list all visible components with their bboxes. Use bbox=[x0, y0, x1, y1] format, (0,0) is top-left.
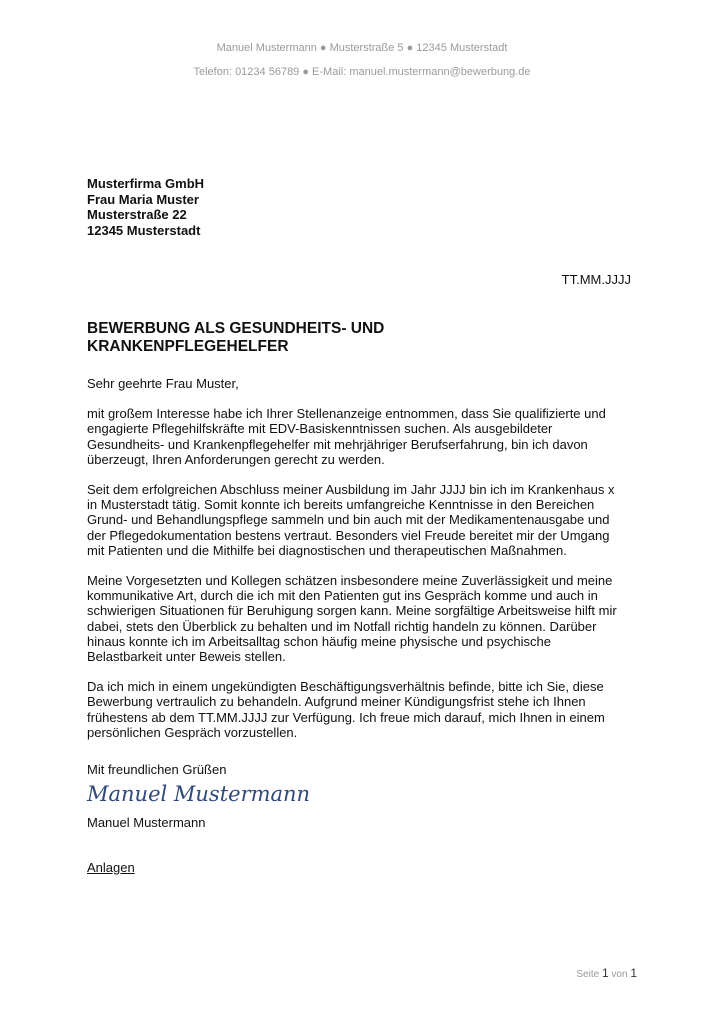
paragraph-line: in Musterstadt tätig. Somit konnte ich bereits umfangreiche Kenntnisse in den Bereichen bbox=[87, 497, 595, 513]
paragraph-line: Meine Vorgesetzten und Kollegen schätzen insbesondere meine Zuverlässigkeit und meine bbox=[87, 573, 613, 589]
recipient-company: Musterfirma GmbH bbox=[87, 176, 205, 191]
paragraph-line: engagierte Pflegehilfskräfte mit EDV-Basiskenntnissen suchen. Als ausgebildeter bbox=[87, 421, 553, 437]
page-word: Seite bbox=[576, 969, 600, 980]
page-current: 1 bbox=[601, 966, 609, 980]
paragraph-line: Belastbarkeit unter Beweis stellen. bbox=[87, 649, 286, 665]
paragraph-line: mit großem Interesse habe ich Ihrer Stellenanzeige entnommen, dass Sie qualifizierte und bbox=[87, 406, 606, 422]
paragraph-line: überzeugt, Ihren Anforderungen gerecht zu werden. bbox=[87, 451, 385, 467]
salutation: Sehr geehrte Frau Muster, bbox=[87, 376, 239, 391]
paragraph bbox=[87, 406, 647, 467]
page-total: 1 bbox=[630, 966, 637, 980]
recipient-address bbox=[87, 176, 204, 238]
recipient-street: Musterstraße 22 bbox=[87, 207, 187, 222]
paragraph-line: mit Patienten und die Mithilfe bei diagnostischen und therapeutischen Maßnahmen. bbox=[87, 542, 567, 558]
signer-name: Manuel Mustermann bbox=[87, 815, 206, 830]
paragraph bbox=[87, 679, 647, 740]
paragraph-line: Grund- und Behandlungspflege sammeln und bin auch mit der Medikamentenausgabe und bbox=[87, 512, 610, 528]
paragraph bbox=[87, 573, 647, 664]
page-number bbox=[576, 966, 637, 980]
paragraph bbox=[87, 482, 647, 558]
subject-line bbox=[87, 320, 384, 356]
paragraph-line: hinaus konnte ich im Arbeitsalltag schon häufig meine physische und psychische bbox=[87, 633, 551, 649]
paragraph-line: frühestens ab dem TT.MM.JJJJ zur Verfügung. Ich freue mich darauf, mich Ihnen in einem bbox=[87, 709, 605, 725]
letter-body bbox=[87, 376, 647, 755]
paragraph-line: Seit dem erfolgreichen Abschluss meiner Ausbildung im Jahr JJJJ bin ich im Krankenhaus x bbox=[87, 482, 615, 498]
paragraph-line: kommunikative Art, durch die ich mit den Patienten gut ins Gespräch komme und auch in bbox=[87, 588, 598, 604]
page-of: von bbox=[611, 969, 628, 980]
handwritten-signature: Manuel Mustermann bbox=[87, 782, 311, 806]
attachments-link[interactable]: Anlagen bbox=[87, 860, 135, 875]
paragraph-line: der Pflegedokumentation bestens vertraut. Besonders viel Freude bereitet mir der Umgang bbox=[87, 527, 610, 543]
sender-letterhead-address: Manuel Mustermann ● Musterstraße 5 ● 12345 Musterstadt bbox=[216, 42, 508, 54]
subject-line-2: KRANKENPFLEGEHELFER bbox=[87, 338, 289, 355]
paragraph-line: persönlichen Gespräch vorzustellen. bbox=[87, 724, 298, 740]
closing-phrase: Mit freundlichen Grüßen bbox=[87, 762, 227, 777]
paragraph-line: Da ich mich in einem ungekündigten Beschäftigungsverhältnis befinde, bitte ich Sie, diese bbox=[87, 679, 604, 695]
recipient-person: Frau Maria Muster bbox=[87, 191, 199, 207]
letter-date: TT.MM.JJJJ bbox=[561, 272, 631, 287]
recipient-city: 12345 Musterstadt bbox=[87, 222, 201, 238]
sender-letterhead-contact: Telefon: 01234 56789 ● E-Mail: manuel.mustermann@bewerbung.de bbox=[193, 66, 531, 78]
paragraph-line: dabei, stets den Überblick zu behalten und im Notfall richtig handeln zu können. Darüber bbox=[87, 618, 597, 634]
paragraph-line: Gesundheits- und Krankenpflegehelfer mit mehrjähriger Berufserfahrung, bin ich davon bbox=[87, 436, 588, 452]
paragraph-line: schwierigen Situationen für Beruhigung sorgen kann. Meine sorgfältige Arbeitsweise hilft mir bbox=[87, 603, 617, 619]
subject-line-1: BEWERBUNG ALS GESUNDHEITS- UND bbox=[87, 320, 385, 337]
paragraph-line: Bewerbung vertraulich zu behandeln. Aufgrund meiner Kündigungsfrist stehe ich Ihnen bbox=[87, 694, 586, 710]
